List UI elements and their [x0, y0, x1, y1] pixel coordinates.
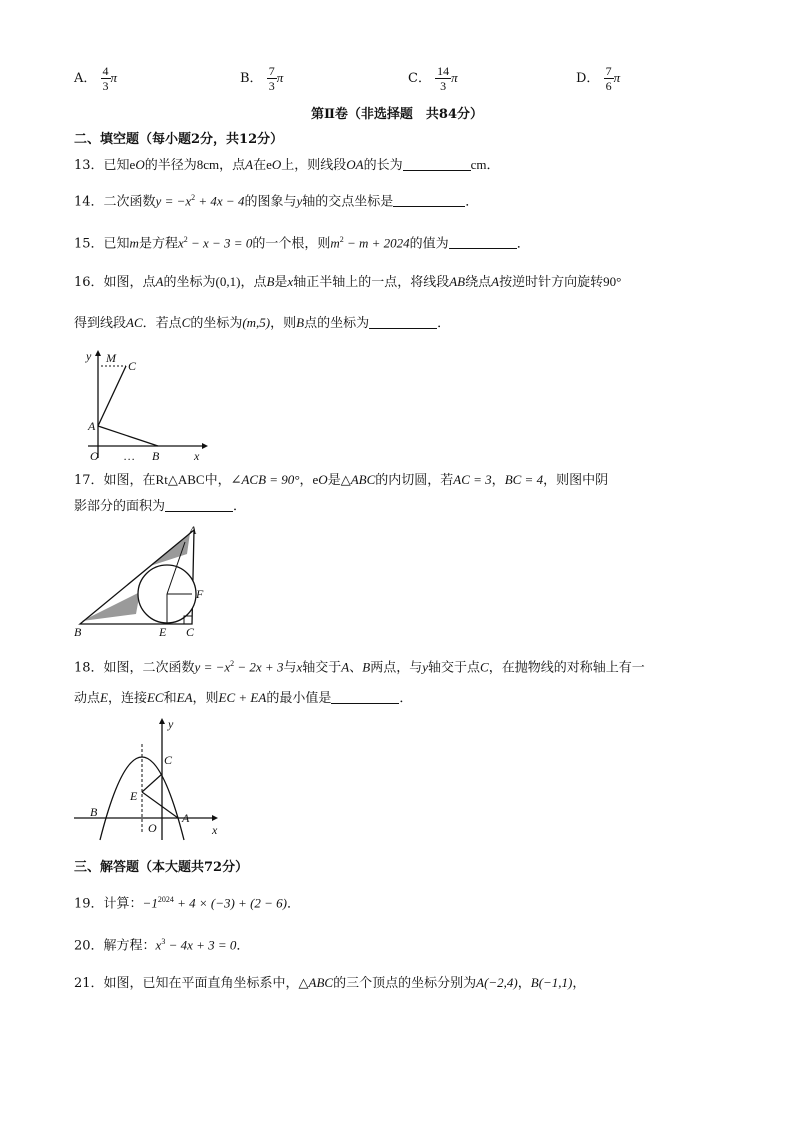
q17-answer-blank[interactable] [165, 498, 233, 512]
q15-eq: − x − 3 = 0 [187, 235, 253, 251]
q16-text-10: 的坐标为 [190, 316, 243, 331]
q18-text: 18．如图，二次函数 [74, 660, 195, 676]
q19-expr-2: + 4 × (−3) + (2 − 6) [173, 895, 288, 911]
q18-b: B [362, 659, 371, 675]
option-d-pi: π [613, 70, 621, 85]
option-b [240, 64, 283, 93]
q13-text-5: 上，则线段 [281, 158, 347, 173]
question-13 [74, 156, 500, 175]
figure-16 [74, 346, 214, 464]
q15-m: m [129, 235, 139, 251]
q13-o: O [135, 157, 145, 172]
q21-coord-a: A(−2,4) [476, 975, 518, 990]
q18-x: x [296, 659, 303, 675]
fig16-label-c: C [128, 359, 137, 373]
q18-text-6: ，在抛物线的对称轴上有一 [488, 660, 645, 676]
option-d-letter: D． [576, 71, 600, 86]
question-18 [74, 655, 645, 677]
fig18-x-arrow [212, 815, 218, 821]
q15-expr: − m + 2024 [343, 235, 410, 251]
q16-ab: AB [449, 274, 466, 289]
q14-text-2: 的图象与 [244, 194, 297, 210]
q18-text-8: ，连接 [107, 691, 147, 706]
q17-bc: BC = 4 [504, 472, 544, 487]
q17-ac: AC = 3 [453, 472, 492, 487]
option-d [576, 64, 620, 93]
q14-text-3: 轴的交点坐标是 [302, 194, 394, 210]
fig18-label-o: O [148, 821, 157, 835]
q17-circle-e: e [312, 472, 319, 487]
question-19 [74, 891, 300, 913]
fig16-label-o: O [90, 449, 99, 463]
q20-exp: 3 [161, 937, 166, 946]
fig16-label-a: A [88, 419, 96, 433]
figure-17 [70, 524, 210, 642]
option-b-num: 7 [268, 64, 275, 78]
q16-text: 16．如图，点 [74, 275, 156, 290]
q15-x: x [177, 235, 184, 251]
question-17 [74, 471, 608, 490]
q15-text: 15．已知 [74, 236, 130, 252]
option-c-num: 14 [437, 64, 450, 78]
q17-text-6: ， [491, 473, 505, 488]
fig16-label-x: x [194, 449, 200, 463]
q18-ea: EA [176, 690, 193, 705]
q20-expr: − 4x + 3 = 0 [165, 937, 237, 953]
q18-exp: 2 [230, 659, 235, 668]
q16-x: x [287, 274, 294, 289]
q18-e: E [100, 690, 108, 705]
option-c-den: 3 [440, 79, 447, 93]
q19-end: ． [287, 896, 301, 912]
option-a-pi: π [110, 70, 118, 85]
fig17-shaded-region-1 [82, 592, 140, 621]
q18-answer-blank[interactable] [331, 690, 399, 704]
q18-eq-2: − 2x + 3 [234, 659, 284, 675]
q21-end: ， [572, 976, 586, 991]
q19-exp: 2024 [157, 895, 174, 904]
fig18-segment-ec [142, 774, 162, 792]
q21-coord-b: B(−1,1) [530, 975, 573, 990]
question-18-line-2 [74, 689, 412, 708]
q20-x: x [155, 937, 162, 953]
q16-answer-blank[interactable] [369, 315, 437, 329]
option-c [408, 64, 458, 93]
fig18-label-e: E [130, 789, 138, 803]
fig16-y-arrow [95, 350, 101, 356]
question-16 [74, 273, 621, 292]
q17-angle: ∠ACB = 90° [230, 472, 300, 487]
fig16-segment-ab [98, 426, 158, 446]
q16-coord-a: (0,1) [215, 274, 241, 289]
q17-end: ． [233, 499, 247, 514]
q17-triangle: Rt△ABC [155, 472, 205, 487]
option-b-den: 3 [268, 79, 275, 93]
q16-c: C [181, 315, 191, 330]
fig17-label-f: F [196, 587, 204, 601]
q17-text-8: 影部分的面积为 [74, 499, 166, 514]
q13-radius: 8cm [196, 157, 220, 172]
q18-ec: EC [146, 690, 164, 705]
fig16-x-arrow [202, 443, 208, 449]
q16-a-2: A [491, 274, 500, 289]
option-a-den: 3 [102, 79, 109, 93]
q14-eq-2: + 4x − 4 [195, 193, 245, 209]
question-16-line-2 [74, 314, 450, 333]
question-20 [74, 933, 249, 955]
q16-text-4: 是 [274, 275, 288, 290]
q20-text: 20．解方程： [74, 938, 156, 954]
q14-exp: 2 [191, 193, 196, 202]
fig16-label-m: M [106, 351, 116, 365]
q18-a: A [341, 659, 350, 675]
q13-answer-blank[interactable] [403, 157, 471, 171]
q18-text-4: 两点，与 [370, 660, 423, 676]
q13-text-4: 在 [253, 158, 267, 173]
q13-unit: cm [470, 157, 487, 172]
option-d-den: 6 [605, 79, 612, 93]
question-15 [74, 231, 530, 253]
fig16-label-b: B [152, 449, 160, 463]
fig18-y-arrow [159, 718, 165, 724]
q16-end: ． [437, 316, 451, 331]
q16-angle: 90° [603, 274, 622, 289]
q17-text-5: 的内切圆，若 [375, 473, 454, 488]
q17-text: 17．如图，在 [74, 473, 156, 488]
q21-text: 21．如图，已知在平面直角坐标系中， [74, 976, 299, 991]
q19-expr: −1 [142, 895, 158, 911]
section3-title: 三、解答题（本大题共72分） [74, 860, 249, 875]
q17-triangle-2: △ABC [340, 472, 376, 487]
q15-text-4: 的值为 [409, 236, 449, 252]
option-a-num: 4 [102, 64, 109, 78]
q14-end: ． [465, 194, 479, 210]
option-a [74, 64, 117, 93]
fig17-label-e: E [159, 625, 167, 639]
q14-eq: y = −x [155, 193, 192, 209]
fig17-label-a: A [189, 524, 197, 537]
q16-ac: AC [126, 315, 143, 330]
q14-y: y [296, 193, 303, 209]
q13-text-3: ，点 [219, 158, 246, 173]
question-14 [74, 189, 478, 211]
q13-circle-e: e [129, 157, 136, 172]
q16-text-2: 的坐标为 [163, 275, 216, 290]
fig16-segment-ac [98, 366, 126, 426]
q21-text-3: ， [517, 976, 531, 991]
fig16-label-y: y [86, 349, 92, 363]
fig17-label-c: C [186, 625, 195, 639]
q13-text: 13．已知 [74, 158, 130, 173]
q13-text-2: 的半径为 [144, 158, 197, 173]
option-b-letter: B． [240, 71, 263, 86]
question-21 [74, 974, 585, 993]
q13-circle-e-2: e [266, 157, 272, 172]
q20-end: ． [236, 938, 250, 954]
fig17-label-b: B [74, 625, 82, 639]
fig18-label-b: B [90, 805, 98, 819]
q16-text-6: 绕点 [465, 275, 492, 290]
fig18-label-y: y [168, 717, 174, 731]
option-b-pi: π [276, 70, 284, 85]
part2-title: 第Ⅱ卷（非选择题 共84分） [310, 107, 484, 122]
question-17-line-2 [74, 498, 246, 516]
q17-text-3: ， [299, 473, 313, 488]
q18-text-10: ，则 [192, 691, 219, 706]
q15-answer-blank[interactable] [449, 235, 517, 249]
q13-text-6: 的长为 [363, 158, 403, 173]
option-c-pi: π [451, 70, 458, 85]
q16-a: A [155, 274, 164, 289]
q14-answer-blank[interactable] [393, 193, 465, 207]
q13-end: ． [486, 158, 500, 173]
q21-triangle: △ABC [298, 975, 334, 990]
q16-coord-c: (m,5) [242, 315, 271, 330]
q13-a: A [245, 157, 254, 172]
q16-text-11: ，则 [270, 316, 297, 331]
q16-b-2: B [296, 315, 305, 330]
q18-sep: 、 [349, 660, 363, 676]
q15-exp-2: 2 [339, 235, 344, 244]
q17-text-7: ，则图中阴 [543, 473, 609, 488]
q18-text-3: 轴交于 [302, 660, 342, 676]
q18-y: y [422, 659, 428, 675]
q18-text-11: 的最小值是 [266, 691, 332, 706]
fig18-segment-ea [142, 792, 178, 818]
q18-eq: y = −x [194, 659, 231, 675]
q18-sum: EC + EA [218, 690, 267, 705]
option-d-num: 7 [605, 64, 612, 78]
q15-text-3: 的一个根，则 [252, 236, 331, 252]
option-a-letter: A． [74, 71, 97, 86]
q16-text-5: 轴正半轴上的一点，将线段 [293, 275, 450, 290]
q17-o: O [318, 472, 328, 487]
q17-text-4: 是 [327, 473, 341, 488]
q21-text-2: 的三个顶点的坐标分别为 [333, 976, 477, 991]
q16-text-12: 点的坐标为 [304, 316, 370, 331]
fig18-label-x: x [212, 823, 218, 837]
q16-text-7: 按逆时针方向旋转 [499, 275, 604, 290]
fig18-label-c: C [164, 753, 173, 767]
q16-text-9: ．若点 [142, 316, 182, 331]
q18-text-2: 与 [283, 660, 297, 676]
q15-end: ． [516, 236, 530, 252]
q13-o-2: O [271, 157, 282, 172]
q15-exp: 2 [183, 235, 188, 244]
fig18-label-a: A [182, 811, 190, 825]
q15-m-2: m [330, 235, 340, 251]
q16-text-3: ，点 [240, 275, 267, 290]
q18-text-7: 动点 [74, 691, 101, 706]
option-a-fraction [101, 64, 111, 93]
q18-text-9: 和 [163, 691, 177, 706]
fig16-label-dots: … [124, 449, 135, 463]
q16-text-8: 得到线段 [74, 316, 127, 331]
q14-text: 14．二次函数 [74, 194, 156, 210]
option-b-fraction [267, 64, 277, 93]
q18-end: ． [399, 691, 413, 706]
q16-b: B [266, 274, 275, 289]
q18-c: C [480, 659, 489, 675]
option-c-fraction [435, 64, 451, 93]
option-d-fraction [604, 64, 614, 93]
figure-18 [72, 714, 228, 842]
q13-oa: OA [346, 157, 364, 172]
section2-title: 二、填空题（每小题2分，共12分） [74, 132, 284, 147]
option-c-letter: C． [408, 71, 431, 86]
q15-text-2: 是方程 [138, 236, 178, 252]
q18-text-5: 轴交于点 [428, 660, 481, 676]
q19-text: 19．计算： [74, 896, 143, 912]
q17-text-2: 中， [204, 473, 231, 488]
